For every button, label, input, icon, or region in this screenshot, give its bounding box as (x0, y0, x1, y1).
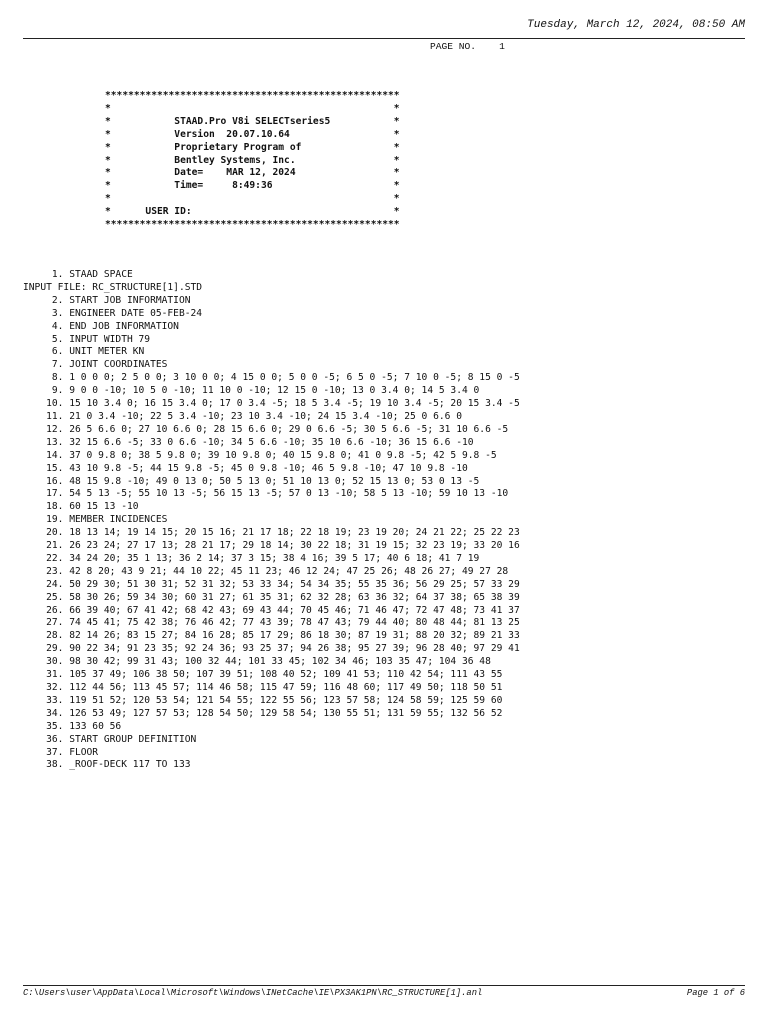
listing-line: 19. MEMBER INCIDENCES (23, 514, 168, 526)
listing-line: 10. 15 10 3.4 0; 16 15 3.4 0; 17 0 3.4 -5; 18 5 3.4 -5; 19 10 3.4 -5; 20 15 3.4 -5 (23, 398, 520, 410)
banner-line: * STAAD.Pro V8i SELECTseries5 * (105, 115, 400, 127)
banner-line: * Version 20.07.10.64 * (105, 128, 400, 140)
listing-line: 13. 32 15 6.6 -5; 33 0 6.6 -10; 34 5 6.6 -10; 35 10 6.6 -10; 36 15 6.6 -10 (23, 436, 474, 448)
page-number: PAGE NO. 1 (430, 41, 505, 52)
listing-line: INPUT FILE: RC_STRUCTURE[1].STD (23, 281, 203, 293)
listing-line: 35. 133 60 56 (23, 720, 122, 732)
listing-line: 17. 54 5 13 -5; 55 10 13 -5; 56 15 13 -5; 57 0 13 -10; 58 5 13 -10; 59 10 13 -10 (23, 488, 509, 500)
listing-line: 24. 50 29 30; 51 30 31; 52 31 32; 53 33 34; 54 34 35; 55 35 36; 56 29 25; 57 33 29 (23, 578, 520, 590)
file-path: C:\Users\user\AppData\Local\Microsoft\Windows\INetCache\IE\PX3AK1PN\RC_STRUCTURE[1].anl (23, 988, 483, 998)
listing-line: 14. 37 0 9.8 0; 38 5 9.8 0; 39 10 9.8 0; 40 15 9.8 0; 41 0 9.8 -5; 42 5 9.8 -5 (23, 449, 497, 461)
report-datetime: Tuesday, March 12, 2024, 08:50 AM (527, 19, 745, 31)
listing-line: 20. 18 13 14; 19 14 15; 20 15 16; 21 17 18; 22 18 19; 23 19 20; 24 21 22; 25 22 23 (23, 527, 520, 539)
listing-line: 2. START JOB INFORMATION (23, 294, 191, 306)
listing-line: 12. 26 5 6.6 0; 27 10 6.6 0; 28 15 6.6 0; 29 0 6.6 -5; 30 5 6.6 -5; 31 10 6.6 -5 (23, 423, 509, 435)
listing-line: 36. START GROUP DEFINITION (23, 733, 197, 745)
listing-line: 30. 98 30 42; 99 31 43; 100 32 44; 101 33 45; 102 34 46; 103 35 47; 104 36 48 (23, 656, 491, 668)
listing-line: 38. _ROOF-DECK 117 TO 133 (23, 759, 191, 771)
banner-line: * Proprietary Program of * (105, 141, 400, 153)
listing-line: 3. ENGINEER DATE 05-FEB-24 (23, 307, 203, 319)
listing-line: 9. 9 0 0 -10; 10 5 0 -10; 11 10 0 -10; 12 15 0 -10; 13 0 3.4 0; 14 5 3.4 0 (23, 385, 480, 397)
banner-line: * Time= 8:49:36 * (105, 180, 400, 192)
listing-line: 28. 82 14 26; 83 15 27; 84 16 28; 85 17 29; 86 18 30; 87 19 31; 88 20 32; 89 21 33 (23, 630, 520, 642)
listing-line: 8. 1 0 0 0; 2 5 0 0; 3 10 0 0; 4 15 0 0; 5 0 0 -5; 6 5 0 -5; 7 10 0 -5; 8 15 0 -5 (23, 372, 520, 384)
listing-line: 18. 60 15 13 -10 (23, 501, 139, 513)
banner-line: * * (105, 193, 400, 205)
listing-line: 4. END JOB INFORMATION (23, 320, 179, 332)
input-listing (23, 269, 520, 772)
listing-line: 15. 43 10 9.8 -5; 44 15 9.8 -5; 45 0 9.8 -10; 46 5 9.8 -10; 47 10 9.8 -10 (23, 462, 468, 474)
listing-line: 37. FLOOR (23, 746, 99, 758)
listing-line: 16. 48 15 9.8 -10; 49 0 13 0; 50 5 13 0; 51 10 13 0; 52 15 13 0; 53 0 13 -5 (23, 475, 480, 487)
program-banner (105, 90, 400, 232)
banner-line: * Bentley Systems, Inc. * (105, 154, 400, 166)
page-count: Page 1 of 6 (686, 988, 745, 998)
listing-line: 31. 105 37 49; 106 38 50; 107 39 51; 108 40 52; 109 41 53; 110 42 54; 111 43 55 (23, 669, 503, 681)
footer-divider (23, 985, 745, 986)
listing-line: 26. 66 39 40; 67 41 42; 68 42 43; 69 43 44; 70 45 46; 71 46 47; 72 47 48; 73 41 37 (23, 604, 520, 616)
listing-line: 11. 21 0 3.4 -10; 22 5 3.4 -10; 23 10 3.4 -10; 24 15 3.4 -10; 25 0 6.6 0 (23, 410, 462, 422)
header-divider (23, 38, 745, 39)
listing-line: 7. JOINT COORDINATES (23, 359, 168, 371)
listing-line: 22. 34 24 20; 35 1 13; 36 2 14; 37 3 15; 38 4 16; 39 5 17; 40 6 18; 41 7 19 (23, 552, 480, 564)
listing-line: 23. 42 8 20; 43 9 21; 44 10 22; 45 11 23; 46 12 24; 47 25 26; 48 26 27; 49 27 28 (23, 565, 509, 577)
listing-line: 32. 112 44 56; 113 45 57; 114 46 58; 115 47 59; 116 48 60; 117 49 50; 118 50 51 (23, 682, 503, 693)
banner-line: * USER ID: * (105, 206, 400, 218)
listing-line: 5. INPUT WIDTH 79 (23, 333, 151, 345)
listing-line: 34. 126 53 49; 127 57 53; 128 54 50; 129 58 54; 130 55 51; 131 59 55; 132 56 52 (23, 707, 503, 719)
banner-line: * Date= MAR 12, 2024 * (105, 167, 400, 179)
listing-line: 27. 74 45 41; 75 42 38; 76 46 42; 77 43 39; 78 47 43; 79 44 40; 80 48 44; 81 13 25 (23, 617, 520, 629)
listing-line: 33. 119 51 52; 120 53 54; 121 54 55; 122 55 56; 123 57 58; 124 58 59; 125 59 60 (23, 694, 503, 706)
banner-line: *************************************************** (105, 219, 400, 231)
listing-line: 1. STAAD SPACE (23, 269, 133, 280)
listing-line: 21. 26 23 24; 27 17 13; 28 21 17; 29 18 14; 30 22 18; 31 19 15; 32 23 19; 33 20 16 (23, 540, 520, 552)
banner-line: *************************************************** (105, 90, 400, 101)
listing-line: 6. UNIT METER KN (23, 346, 145, 358)
banner-line: * * (105, 102, 400, 114)
listing-line: 25. 58 30 26; 59 34 30; 60 31 27; 61 35 31; 62 32 28; 63 36 32; 64 37 38; 65 38 39 (23, 591, 520, 603)
listing-line: 29. 90 22 34; 91 23 35; 92 24 36; 93 25 37; 94 26 38; 95 27 39; 96 28 40; 97 29 41 (23, 643, 520, 655)
